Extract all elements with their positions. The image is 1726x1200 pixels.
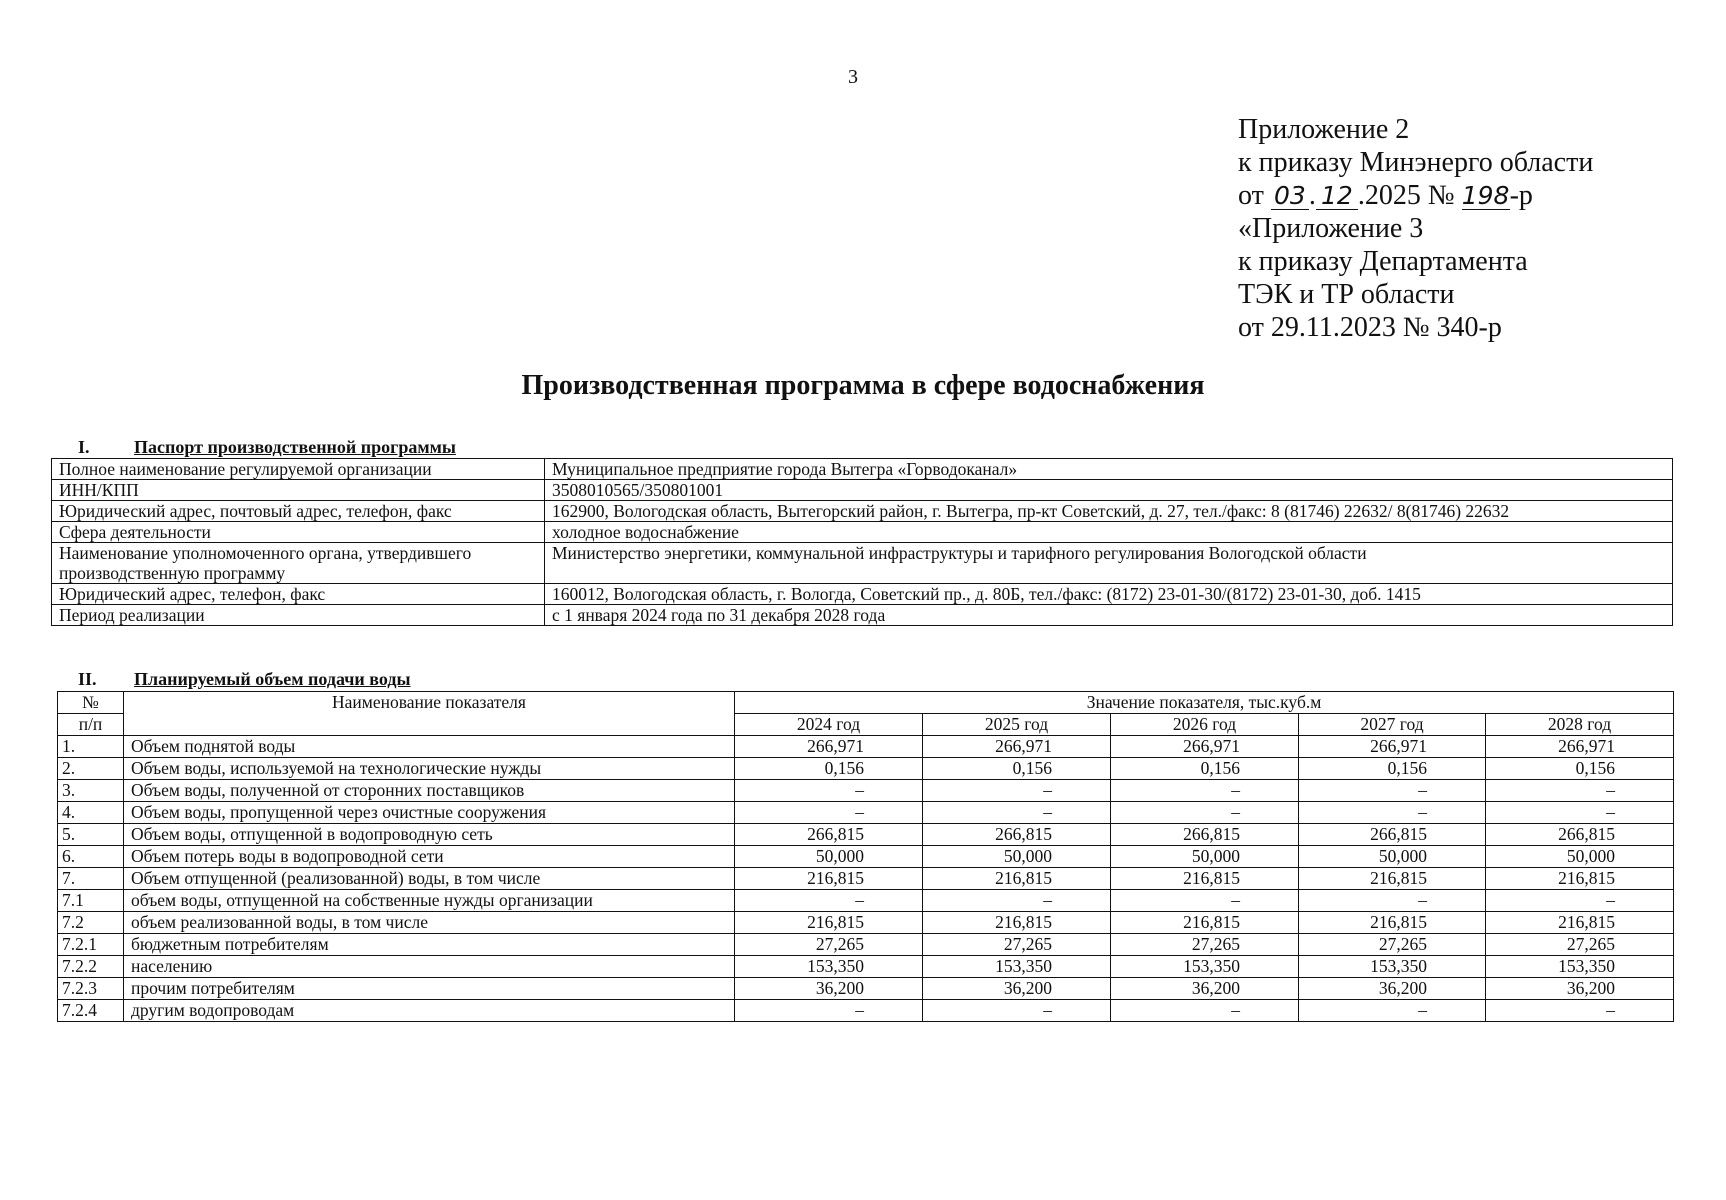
- table-row: [58, 758, 1674, 780]
- indicator-value: 216,815: [735, 912, 923, 934]
- passport-label: Полное наименование регулируемой организации: [52, 459, 545, 480]
- indicator-name: бюджетным потребителям: [124, 934, 735, 956]
- handwritten-order-number: 198: [1461, 181, 1510, 210]
- indicator-name: Объем воды, используемой на технологические нужды: [124, 758, 735, 780]
- indicator-value: 27,265: [1486, 934, 1674, 956]
- section-number: II.: [78, 669, 97, 689]
- indicator-value: 27,265: [1299, 934, 1486, 956]
- indicator-value: 50,000: [735, 846, 923, 868]
- indicator-value: –: [735, 890, 923, 912]
- table-row: [58, 890, 1674, 912]
- indicator-value: 36,200: [1486, 978, 1674, 1000]
- indicator-name: Объем отпущенной (реализованной) воды, в том числе: [124, 868, 735, 890]
- indicator-value: 27,265: [735, 934, 923, 956]
- indicator-value: 50,000: [1486, 846, 1674, 868]
- handwritten-month: 12: [1316, 183, 1358, 210]
- indicator-value: 27,265: [923, 934, 1111, 956]
- indicator-value: 0,156: [1486, 758, 1674, 780]
- passport-value: холодное водоснабжение: [545, 522, 1673, 543]
- indicator-name: Объем потерь воды в водопроводной сети: [124, 846, 735, 868]
- indicator-value: 216,815: [923, 868, 1111, 890]
- indicator-value: –: [923, 1000, 1111, 1022]
- page-number: 3: [848, 66, 858, 88]
- indicator-value: 153,350: [1299, 956, 1486, 978]
- indicator-value: 36,200: [1111, 978, 1299, 1000]
- year-header: 2026 год: [1111, 714, 1299, 736]
- indicator-value: 36,200: [1299, 978, 1486, 1000]
- table-row: [52, 480, 1673, 501]
- passport-label: Юридический адрес, телефон, факс: [52, 584, 545, 605]
- table-row: [58, 780, 1674, 802]
- indicator-value: 50,000: [923, 846, 1111, 868]
- indicator-value: 50,000: [1299, 846, 1486, 868]
- indicator-value: –: [1299, 780, 1486, 802]
- appendix-year-label: .2025 №: [1357, 180, 1455, 211]
- row-number: 1.: [58, 736, 124, 758]
- passport-value: Министерство энергетики, коммунальной инфраструктуры и тарифного регулирования Вологодской области: [545, 543, 1673, 584]
- section-number: I.: [78, 437, 90, 457]
- indicator-value: –: [1111, 890, 1299, 912]
- indicator-value: 266,815: [1486, 824, 1674, 846]
- row-number: 2.: [58, 758, 124, 780]
- passport-label: Сфера деятельности: [52, 522, 545, 543]
- row-number: 7.2.3: [58, 978, 124, 1000]
- indicator-value: 36,200: [923, 978, 1111, 1000]
- handwritten-day: 03: [1271, 183, 1309, 210]
- table-row: [58, 912, 1674, 934]
- indicator-value: –: [1111, 780, 1299, 802]
- year-header: 2024 год: [735, 714, 923, 736]
- indicator-value: 216,815: [1486, 868, 1674, 890]
- indicator-value: 266,815: [1111, 824, 1299, 846]
- appendix-line: ТЭК и ТР области: [1238, 279, 1455, 310]
- indicator-name: другим водопроводам: [124, 1000, 735, 1022]
- passport-value: с 1 января 2024 года по 31 декабря 2028 года: [545, 605, 1673, 626]
- indicator-value: 216,815: [923, 912, 1111, 934]
- indicator-name: Объем воды, полученной от сторонних поставщиков: [124, 780, 735, 802]
- appendix-order-suffix: -р: [1509, 180, 1533, 211]
- water-supply-table: [57, 691, 1674, 1022]
- table-row: [58, 956, 1674, 978]
- indicator-value: –: [923, 890, 1111, 912]
- table-row: [52, 522, 1673, 543]
- section-title: Планируемый объем подачи воды: [134, 669, 411, 689]
- passport-value: 162900, Вологодская область, Вытегорский район, г. Вытегра, пр-кт Советский, д. 27, тел./факс: 8 (81746) 22632/ 8(81746) 22632: [545, 501, 1673, 522]
- indicator-value: 216,815: [1299, 912, 1486, 934]
- indicator-name: населению: [124, 956, 735, 978]
- indicator-name: объем реализованной воды, в том числе: [124, 912, 735, 934]
- header-num-bottom: п/п: [58, 714, 124, 736]
- indicator-value: –: [1486, 802, 1674, 824]
- indicator-value: 266,971: [1111, 736, 1299, 758]
- indicator-value: 0,156: [735, 758, 923, 780]
- indicator-value: 36,200: [735, 978, 923, 1000]
- document-title: Производственная программа в сфере водоснабжения: [521, 370, 1205, 401]
- indicator-value: 216,815: [1486, 912, 1674, 934]
- table-row: [58, 868, 1674, 890]
- indicator-value: –: [1486, 780, 1674, 802]
- passport-value: 3508010565/350801001: [545, 480, 1673, 501]
- indicator-value: 216,815: [1299, 868, 1486, 890]
- indicator-value: 0,156: [1299, 758, 1486, 780]
- indicator-value: –: [923, 802, 1111, 824]
- table-row: [58, 736, 1674, 758]
- table-row: [52, 584, 1673, 605]
- appendix-line: «Приложение 3: [1238, 213, 1424, 244]
- indicator-value: 153,350: [1486, 956, 1674, 978]
- table-row: [58, 1000, 1674, 1022]
- indicator-value: –: [1486, 890, 1674, 912]
- row-number: 7.2.2: [58, 956, 124, 978]
- indicator-value: 153,350: [923, 956, 1111, 978]
- indicator-name: объем воды, отпущенной на собственные нужды организации: [124, 890, 735, 912]
- indicator-value: 266,971: [1299, 736, 1486, 758]
- indicator-name: Объем воды, пропущенной через очистные сооружения: [124, 802, 735, 824]
- passport-value: Муниципальное предприятие города Вытегра «Горводоканал»: [545, 459, 1673, 480]
- appendix-line: к приказу Минэнерго области: [1238, 147, 1594, 178]
- indicator-value: –: [735, 1000, 923, 1022]
- header-num-top: №: [58, 692, 124, 714]
- table-row: [52, 605, 1673, 626]
- header-indicator-name: Наименование показателя: [124, 692, 735, 736]
- row-number: 7.: [58, 868, 124, 890]
- row-number: 7.1: [58, 890, 124, 912]
- header-indicator-value: Значение показателя, тыс.куб.м: [735, 692, 1674, 714]
- indicator-value: 0,156: [1111, 758, 1299, 780]
- row-number: 7.2: [58, 912, 124, 934]
- indicator-value: 216,815: [1111, 912, 1299, 934]
- appendix-date-line: от 03 . 12 .2025 № 198-р: [1238, 180, 1533, 211]
- appendix-line: Приложение 2: [1238, 114, 1410, 145]
- table-row: [58, 824, 1674, 846]
- table-row: [58, 978, 1674, 1000]
- indicator-value: 216,815: [1111, 868, 1299, 890]
- indicator-value: 27,265: [1111, 934, 1299, 956]
- passport-label: Наименование уполномоченного органа, утвердившего производственную программу: [52, 543, 545, 584]
- table-row: [58, 802, 1674, 824]
- row-number: 7.2.1: [58, 934, 124, 956]
- indicator-value: –: [1111, 1000, 1299, 1022]
- appendix-date-prefix: от: [1238, 180, 1264, 211]
- year-header: 2025 год: [923, 714, 1111, 736]
- passport-label: Период реализации: [52, 605, 545, 626]
- indicator-value: 0,156: [923, 758, 1111, 780]
- indicator-value: 266,815: [923, 824, 1111, 846]
- indicator-name: Объем воды, отпущенной в водопроводную сеть: [124, 824, 735, 846]
- section-1-heading: [78, 437, 456, 458]
- indicator-value: 266,815: [735, 824, 923, 846]
- indicator-value: –: [1111, 802, 1299, 824]
- indicator-value: –: [923, 780, 1111, 802]
- year-header: 2028 год: [1486, 714, 1674, 736]
- indicator-value: –: [735, 802, 923, 824]
- indicator-value: 50,000: [1111, 846, 1299, 868]
- table-row: [58, 846, 1674, 868]
- indicator-value: 266,971: [1486, 736, 1674, 758]
- appendix-block: [1238, 113, 1593, 344]
- indicator-value: 266,971: [735, 736, 923, 758]
- section-2-heading: [78, 669, 411, 690]
- passport-table: [51, 458, 1673, 626]
- indicator-value: 266,971: [923, 736, 1111, 758]
- section-title: Паспорт производственной программы: [134, 437, 456, 457]
- row-number: 4.: [58, 802, 124, 824]
- table-row: [52, 543, 1673, 584]
- appendix-line: к приказу Департамента: [1238, 246, 1528, 277]
- table-row: [58, 934, 1674, 956]
- indicator-value: –: [1299, 890, 1486, 912]
- indicator-value: 266,815: [1299, 824, 1486, 846]
- indicator-value: –: [735, 780, 923, 802]
- table-row: [52, 459, 1673, 480]
- indicator-value: 153,350: [1111, 956, 1299, 978]
- row-number: 5.: [58, 824, 124, 846]
- indicator-value: –: [1299, 802, 1486, 824]
- indicator-value: –: [1299, 1000, 1486, 1022]
- indicator-value: 153,350: [735, 956, 923, 978]
- passport-label: ИНН/КПП: [52, 480, 545, 501]
- indicator-value: 216,815: [735, 868, 923, 890]
- row-number: 7.2.4: [58, 1000, 124, 1022]
- indicator-value: –: [1486, 1000, 1674, 1022]
- row-number: 6.: [58, 846, 124, 868]
- table-row: [52, 501, 1673, 522]
- appendix-line: от 29.11.2023 № 340-р: [1238, 312, 1502, 343]
- indicator-name: прочим потребителям: [124, 978, 735, 1000]
- year-header: 2027 год: [1299, 714, 1486, 736]
- passport-value: 160012, Вологодская область, г. Вологда, Советский пр., д. 80Б, тел./факс: (8172) 23-01-30/(8172) 23-01-30, доб. 1415: [545, 584, 1673, 605]
- table-header-row: [58, 692, 1674, 714]
- indicator-name: Объем поднятой воды: [124, 736, 735, 758]
- row-number: 3.: [58, 780, 124, 802]
- passport-label: Юридический адрес, почтовый адрес, телефон, факс: [52, 501, 545, 522]
